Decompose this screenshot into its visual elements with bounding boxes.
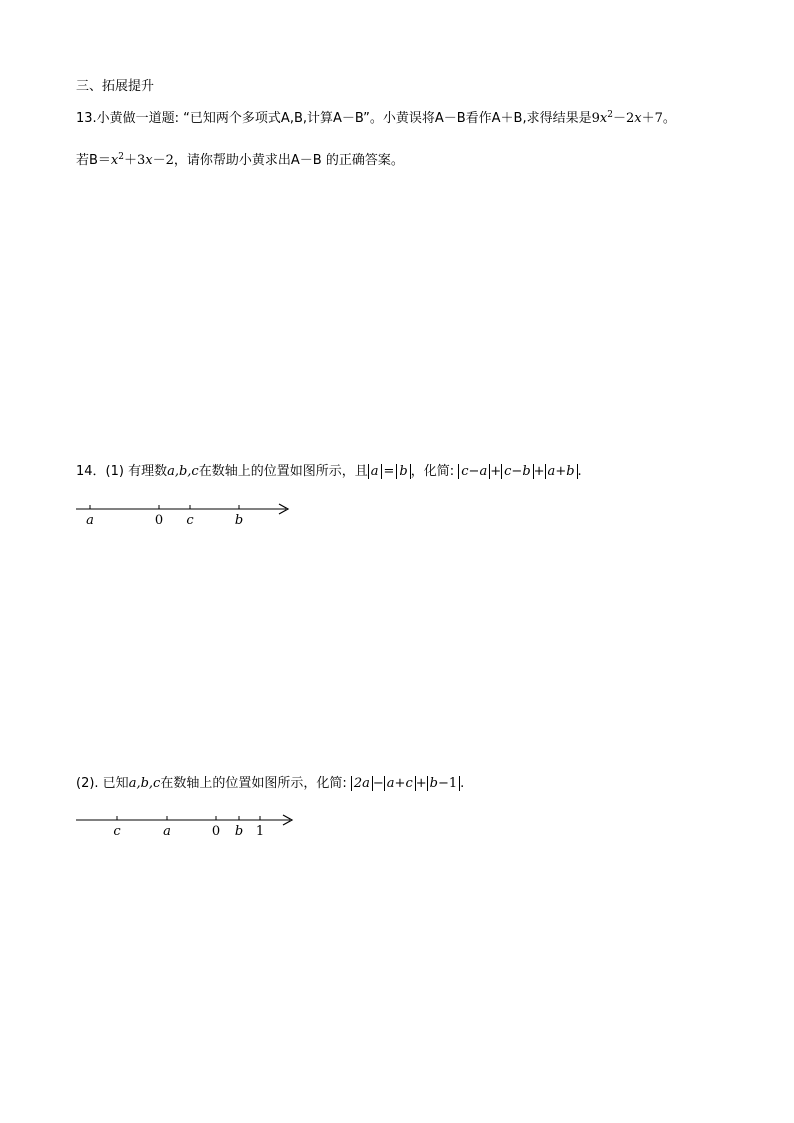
q13-b-op1: ＋3: [124, 153, 146, 168]
q14-2-vars: a,b,c: [128, 776, 161, 791]
q13-b-var2: x: [145, 153, 153, 168]
number-line-1-label-0: 0: [154, 513, 164, 528]
q13-line2-suffix: ，请你帮助小黄求出A－B 的正确答案。: [173, 153, 404, 168]
number-line-2-label-b: b: [234, 824, 244, 839]
number-line-2-label-0: 0: [211, 824, 221, 839]
q13-result-exp: 2: [607, 110, 613, 120]
q14-2-minus: −: [372, 776, 384, 791]
q14-1-mid: 在数轴上的位置如图所示，且: [198, 464, 368, 479]
q14-2-abs2: a+c: [384, 776, 416, 791]
q14-2-abs3: b−1: [427, 776, 461, 791]
number-line-2-label-c: c: [113, 824, 121, 839]
section-title: 三、拓展提升: [76, 79, 155, 94]
q14-1-plus2: +: [533, 464, 545, 479]
number-line-2-label-a: a: [163, 824, 171, 839]
number-line-2-label-1: 1: [255, 824, 265, 839]
q14-1-cond-left: a: [368, 464, 382, 479]
q14-1-cond-right: b: [396, 464, 410, 479]
number-line-1-label-c: c: [186, 513, 194, 528]
q14-2-prefix: (2). 已知: [76, 776, 129, 791]
q13-result-op2: ＋7: [641, 111, 663, 126]
q14-1-prefix: 14．(1) 有理数: [76, 464, 168, 479]
q14-2-abs1: 2a: [351, 776, 373, 791]
q13-b-var1: x: [110, 153, 119, 168]
q13-b-exp: 2: [118, 152, 124, 162]
number-line-1-label-a: a: [86, 513, 94, 528]
q13-line2-prefix: 若B＝: [76, 153, 111, 168]
number-line-1-label-b: b: [234, 513, 244, 528]
q14-1-abs1: c−a: [458, 464, 490, 479]
q14-1-abs2: c−b: [501, 464, 534, 479]
q13-result-op1: －2: [612, 111, 635, 126]
q13-line1-text: 13.小黄做一道题: “已知两个多项式A,B,计算A－B”。小黄误将A－B看作A＋B,求得结果是: [76, 111, 592, 126]
q14-1-end: .: [577, 464, 582, 479]
q14-1-plus1: +: [490, 464, 502, 479]
q13-line1-suffix: 。: [662, 111, 676, 126]
q14-2-mid: 在数轴上的位置如图所示，化简:: [160, 776, 347, 791]
q14-2-end: .: [460, 776, 465, 791]
q14-1-abs3: a+b: [545, 464, 578, 479]
q14-1-simplify-label: ，化简:: [410, 464, 455, 479]
q13-result-var2: x: [634, 111, 642, 126]
q13-result-coef: 9: [591, 111, 600, 126]
q14-1-cond-eq: =: [383, 464, 395, 479]
q13-b-op2: －2: [152, 153, 174, 168]
q14-1-vars: a,b,c: [167, 464, 199, 479]
q13-result-var1: x: [599, 111, 608, 126]
q14-2-plus: +: [415, 776, 427, 791]
